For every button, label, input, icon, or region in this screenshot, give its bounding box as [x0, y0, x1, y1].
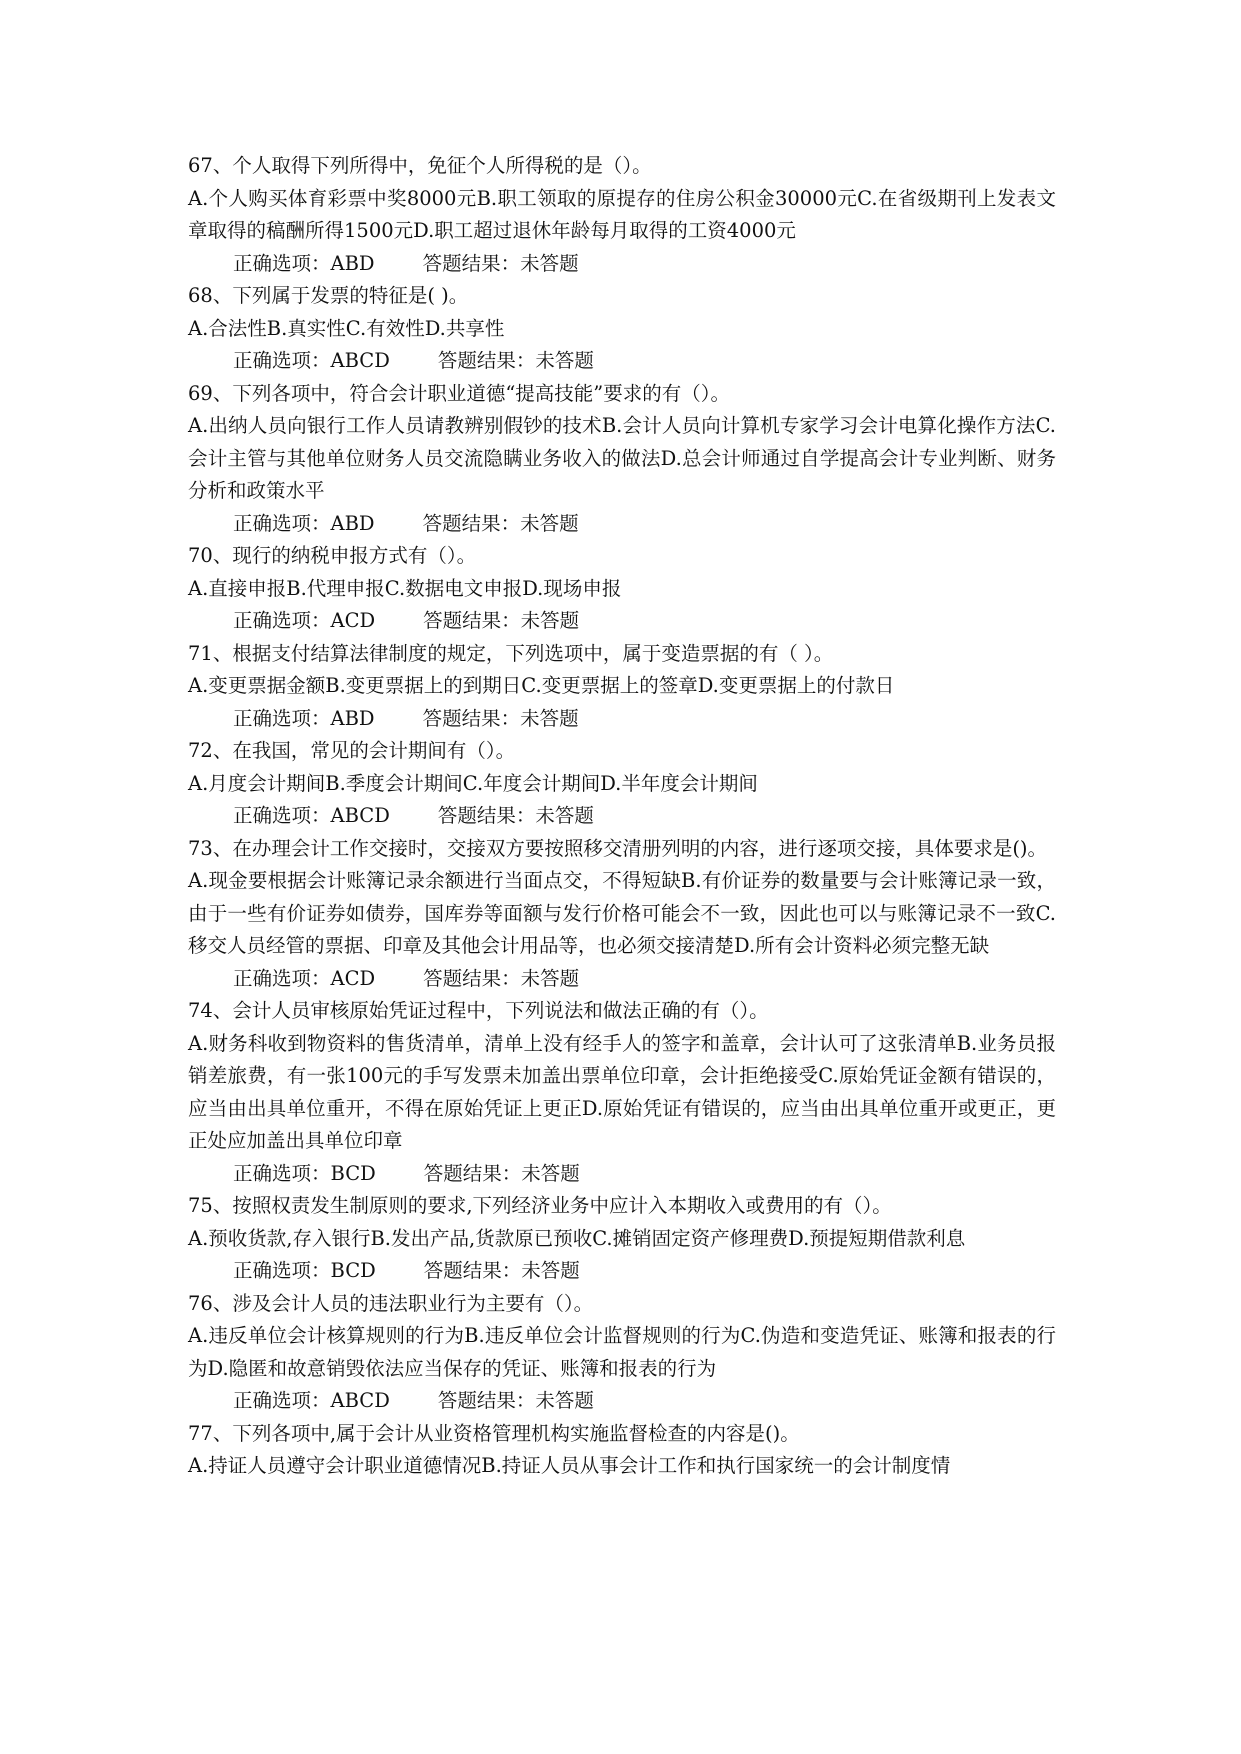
question-69	[188, 378, 1056, 541]
question-stem: 74、会计人员审核原始凭证过程中，下列说法和做法正确的有（）。	[188, 999, 769, 1022]
result-label: 答题结果：	[437, 804, 536, 827]
question-76	[188, 1288, 1056, 1418]
question-stem: 67、个人取得下列所得中，免征个人所得税的是（）。	[188, 154, 652, 177]
question-options: A.月度会计期间B.季度会计期间C.年度会计期间D.半年度会计期间	[188, 771, 758, 795]
result-label: 答题结果：	[422, 511, 521, 535]
question-options: A.财务科收到物资料的售货清单，清单上没有经手人的签字和盖章，会计认可了这张清单B.业务员报销差旅费，有一张100元的手写发票未加盖出票单位印章，会计拒绝接受C.原始凭证金额有错误的，应当由出具单位重开，不得在原始凭证上更正D.原始凭证有错误的，应当由出具单位重开或更正，更正处应加盖出具单位印章	[188, 1031, 1056, 1152]
answer-result: 未答题	[521, 1161, 580, 1185]
question-74	[188, 995, 1056, 1190]
correct-answer: ABCD	[330, 804, 390, 827]
answer-line	[188, 800, 1056, 833]
answer-line	[188, 703, 1056, 736]
question-stem: 77、下列各项中,属于会计从业资格管理机构实施监督检查的内容是()。	[188, 1421, 800, 1445]
question-stem: 68、下列属于发票的特征是( )。	[188, 284, 469, 307]
question-stem: 76、涉及会计人员的违法职业行为主要有（）。	[188, 1291, 594, 1315]
question-stem: 70、现行的纳税申报方式有（）。	[188, 544, 477, 567]
answer-line	[188, 248, 1056, 281]
question-73	[188, 833, 1056, 996]
correct-label: 正确选项：	[233, 966, 331, 990]
question-70	[188, 540, 1056, 638]
answer-result: 未答题	[535, 349, 594, 372]
question-options: A.直接申报B.代理申报C.数据电文申报D.现场申报	[188, 576, 622, 600]
answer-result: 未答题	[520, 966, 580, 990]
question-options: A.违反单位会计核算规则的行为B.违反单位会计监督规则的行为C.伪造和变造凭证、账簿和报表的行为D.隐匿和故意销毁依法应当保存的凭证、账簿和报表的行为	[188, 1324, 1056, 1380]
correct-label: 正确选项：	[233, 1259, 331, 1282]
answer-result: 未答题	[520, 251, 579, 275]
question-stem: 75、按照权责发生制原则的要求,下列经济业务中应计入本期收入或费用的有（）。	[188, 1194, 892, 1217]
correct-label: 正确选项：	[233, 609, 331, 632]
question-options: A.出纳人员向银行工作人员请教辨别假钞的技术B.会计人员向计算机专家学习会计电算化操作方法C.会计主管与其他单位财务人员交流隐瞒业务收入的做法D.总会计师通过自学提高会计专业判断、财务分析和政策水平	[188, 414, 1056, 502]
question-stem: 72、在我国，常见的会计期间有（）。	[188, 739, 516, 762]
correct-answer: BCD	[330, 1161, 376, 1185]
answer-result: 未答题	[535, 1389, 594, 1412]
question-options: A.持证人员遵守会计职业道德情况B.持证人员从事会计工作和执行国家统一的会计制度情	[188, 1454, 951, 1477]
question-67	[188, 150, 1056, 280]
correct-label: 正确选项：	[233, 804, 331, 827]
question-options: A.合法性B.真实性C.有效性D.共享性	[188, 316, 505, 340]
correct-answer: ABD	[330, 511, 375, 535]
question-75	[188, 1190, 1056, 1288]
question-stem: 73、在办理会计工作交接时，交接双方要按照移交清册列明的内容，进行逐项交接，具体要求是()。	[188, 836, 1048, 860]
question-77	[188, 1418, 1056, 1483]
result-label: 答题结果：	[422, 251, 521, 275]
correct-answer: ABD	[330, 706, 375, 730]
question-71	[188, 638, 1056, 736]
question-options: A.现金要根据会计账簿记录余额进行当面点交，不得短缺B.有价证券的数量要与会计账簿记录一致，由于一些有价证券如债券，国库券等面额与发行价格可能会不一致，因此也可以与账簿记录不一致C.移交人员经管的票据、印章及其他会计用品等，也必须交接清楚D.所有会计资料必须完整无缺	[188, 869, 1056, 957]
answer-result: 未答题	[520, 609, 580, 632]
question-options: A.个人购买体育彩票中奖8000元B.职工领取的原提存的住房公积金30000元C.在省级期刊上发表文章取得的稿酬所得1500元D.职工超过退休年龄每月取得的工资4000元	[188, 186, 1056, 242]
correct-answer: ABCD	[330, 1389, 390, 1412]
result-label: 答题结果：	[423, 1161, 522, 1185]
correct-answer: ABD	[330, 251, 375, 275]
correct-label: 正确选项：	[233, 511, 331, 535]
correct-answer: ABCD	[330, 349, 390, 372]
answer-result: 未答题	[521, 1259, 580, 1282]
correct-answer: ACD	[330, 609, 376, 632]
correct-label: 正确选项：	[233, 706, 331, 730]
question-68	[188, 280, 1056, 378]
answer-line	[188, 963, 1056, 996]
result-label: 答题结果：	[423, 966, 521, 990]
result-label: 答题结果：	[423, 1259, 522, 1282]
question-options: A.预收货款,存入银行B.发出产品,货款原已预收C.摊销固定资产修理费D.预提短期借款利息	[188, 1226, 966, 1250]
answer-result: 未答题	[520, 511, 579, 535]
question-options: A.变更票据金额B.变更票据上的到期日C.变更票据上的签章D.变更票据上的付款日	[188, 674, 895, 697]
answer-line	[188, 605, 1056, 638]
result-label: 答题结果：	[422, 706, 521, 730]
answer-line	[188, 1158, 1056, 1191]
correct-answer: BCD	[330, 1259, 376, 1282]
result-label: 答题结果：	[437, 349, 536, 372]
question-stem: 69、下列各项中，符合会计职业道德“提高技能”要求的有（）。	[188, 381, 731, 405]
document-page	[188, 150, 1056, 1483]
answer-result: 未答题	[535, 804, 594, 827]
result-label: 答题结果：	[423, 609, 521, 632]
result-label: 答题结果：	[437, 1389, 536, 1412]
question-72	[188, 735, 1056, 833]
answer-line	[188, 1255, 1056, 1288]
correct-label: 正确选项：	[233, 349, 331, 372]
correct-answer: ACD	[330, 966, 376, 990]
correct-label: 正确选项：	[233, 1161, 331, 1185]
answer-line	[188, 345, 1056, 378]
question-stem: 71、根据支付结算法律制度的规定，下列选项中，属于变造票据的有（ ）。	[188, 641, 834, 665]
correct-label: 正确选项：	[233, 251, 331, 275]
answer-result: 未答题	[520, 706, 579, 730]
answer-line	[188, 1385, 1056, 1418]
correct-label: 正确选项：	[233, 1389, 331, 1412]
answer-line	[188, 508, 1056, 541]
